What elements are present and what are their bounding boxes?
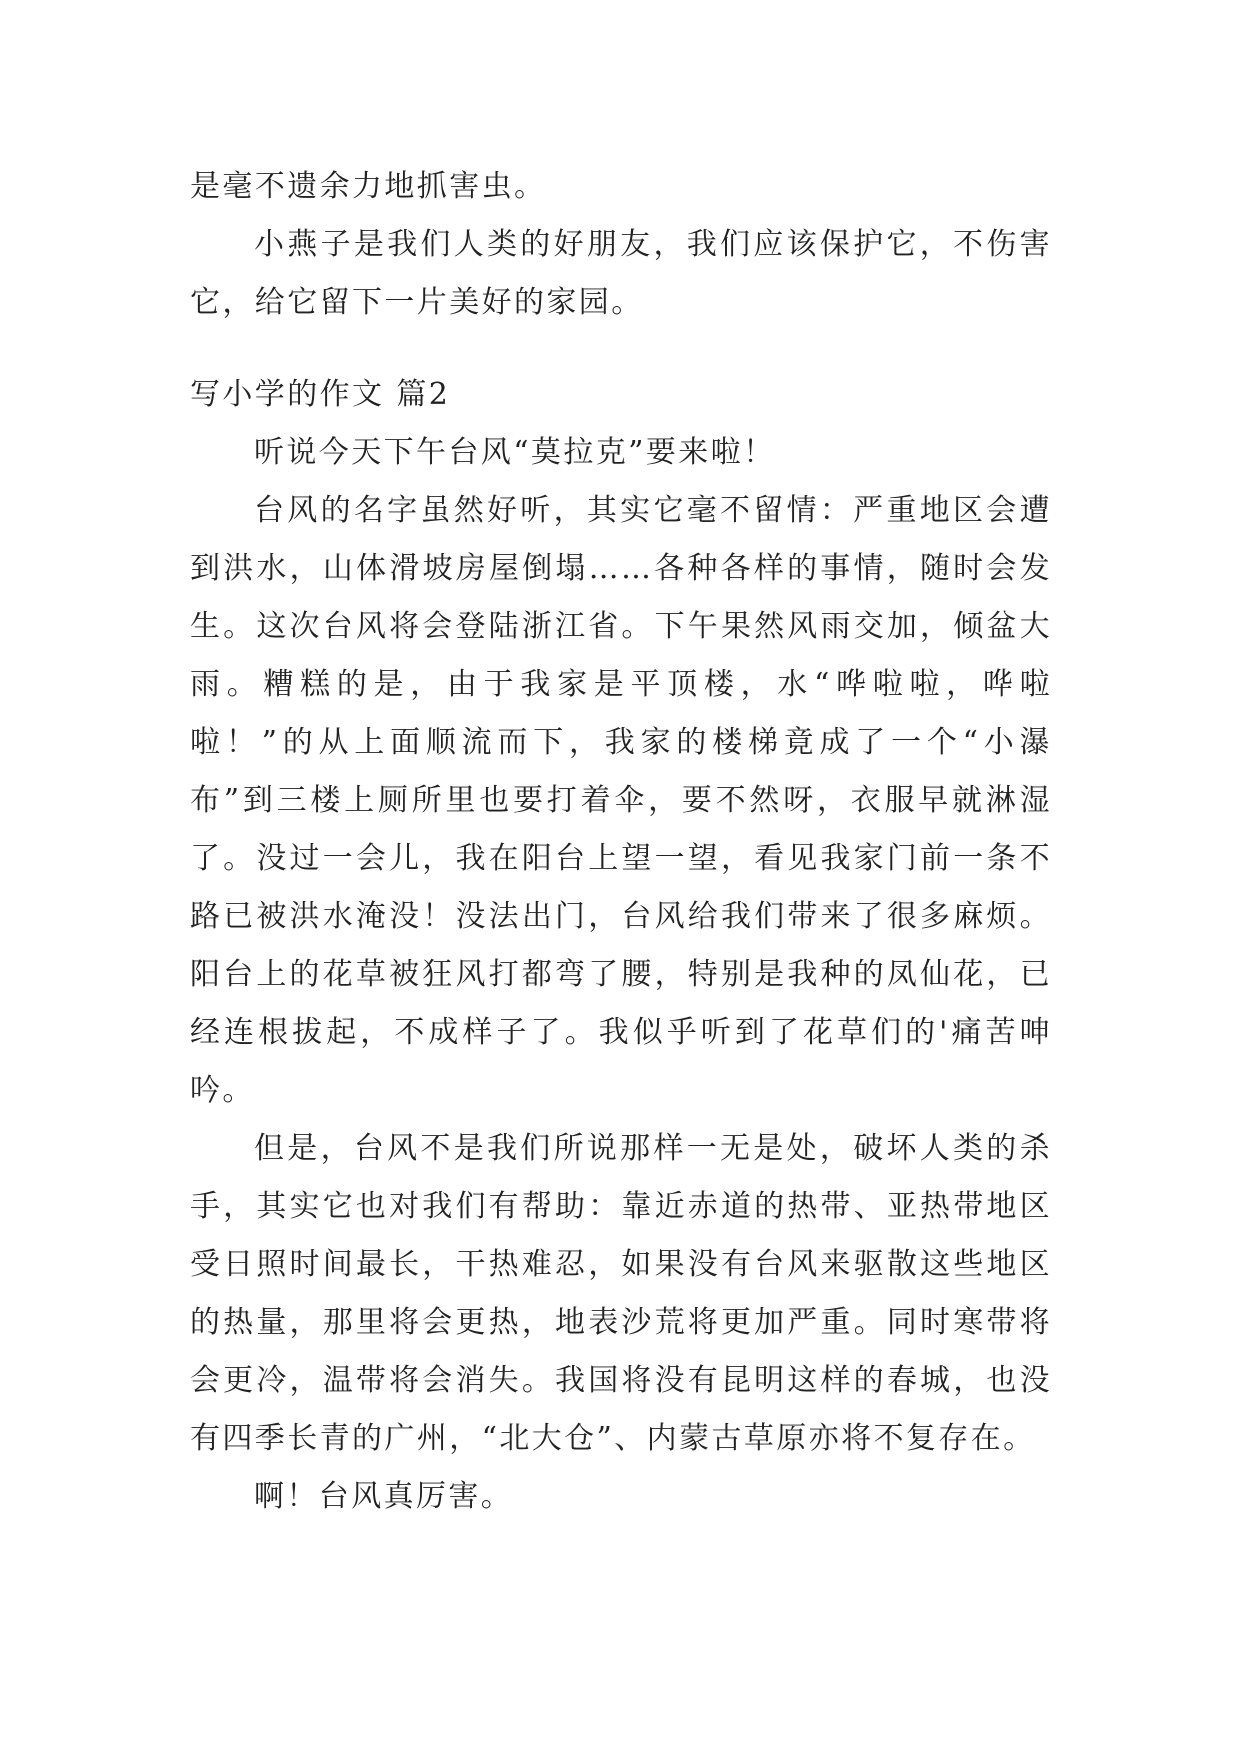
- paragraph-continuation: 是毫不遗余力地抓害虫。: [190, 169, 547, 204]
- section-heading: 写小学的作文 篇2: [190, 377, 451, 412]
- document-body: [190, 158, 1052, 1526]
- paragraph-typhoon-intro: 听说今天下午台风“莫拉克”要来啦！: [254, 435, 776, 470]
- paragraph-typhoon-damage: 台风的名字虽然好听，其实它毫不留情：严重地区会遭到洪水，山体滑坡房屋倒塌……各种各样的事情，随时会发生。这次台风将会登陆浙江省。下午果然风雨交加，倾盆大雨。糟糕的是，由于我家是平顶楼，水“哗啦啦，哗啦啦！”的从上面顺流而下，我家的楼梯竟成了一个“小瀑布”到三楼上厕所里也要打着伞，要不然呀，衣服早就淋湿了。没过一会儿，我在阳台上望一望，看见我家门前一条不路已被洪水淹没！没法出门，台风给我们带来了很多麻烦。阳台上的花草被狂风打都弯了腰，特别是我种的凤仙花，已经连根拔起，不成样子了。我似乎听到了花草们的'痛苦呻吟。: [190, 493, 1052, 1108]
- paragraph-swallow-conclusion: 小燕子是我们人类的好朋友，我们应该保护它，不伤害它，给它留下一片美好的家园。: [190, 227, 1052, 320]
- paragraph-typhoon-ending: 啊！台风真厉害。: [254, 1479, 514, 1514]
- paragraph-typhoon-benefit: 但是，台风不是我们所说那样一无是处，破坏人类的杀手，其实它也对我们有帮助：靠近赤道的热带、亚热带地区受日照时间最长，干热难忍，如果没有台风来驱散这些地区的热量，那里将会更热，地表沙荒将更加严重。同时寒带将会更冷，温带将会消失。我国将没有昆明这样的春城，也没有四季长青的广州，“北大仓”、内蒙古草原亦将不复存在。: [190, 1131, 1052, 1456]
